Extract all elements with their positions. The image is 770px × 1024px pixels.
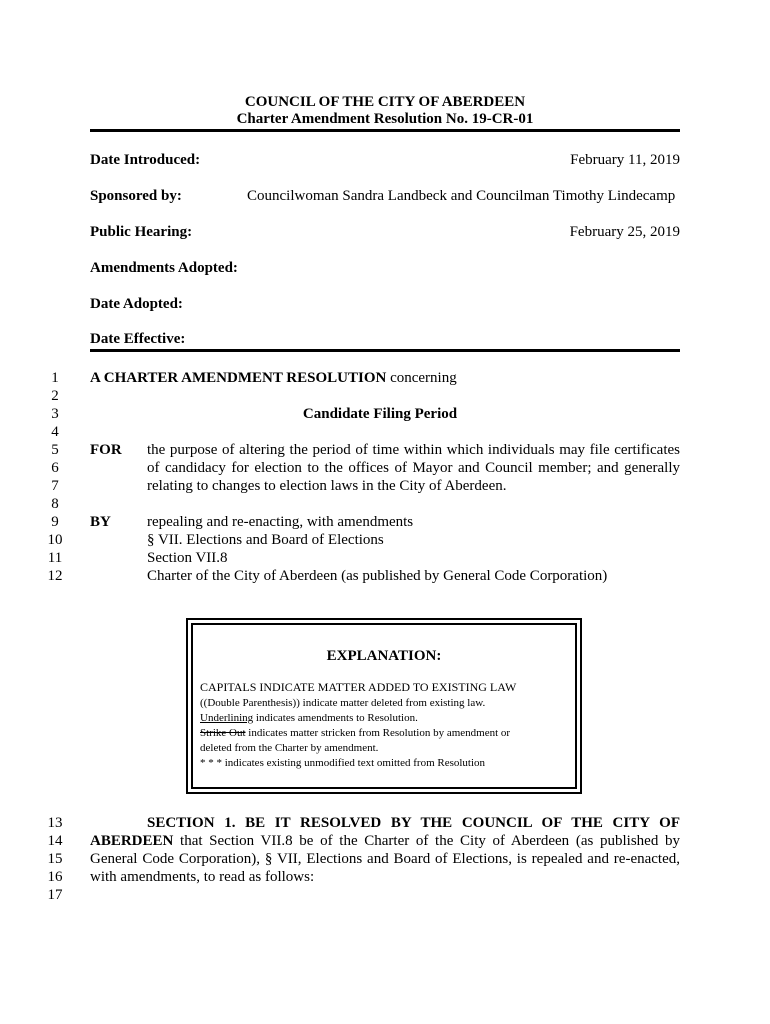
- line-number: 7: [51, 478, 59, 494]
- line-number: 10: [47, 532, 63, 548]
- explanation-text: indicates existing unmodified text omitted from Resolution: [222, 757, 486, 769]
- date-introduced-label: Date Introduced:: [90, 152, 201, 168]
- strike-out-sample: Strike Out: [200, 727, 246, 739]
- line-number: 9: [51, 514, 59, 530]
- explanation-text: indicates matter stricken from Resolution by amendment or: [245, 727, 511, 739]
- line-number: 4: [51, 424, 59, 440]
- line-number: 13: [47, 815, 63, 831]
- public-hearing-row: [90, 224, 680, 241]
- subject-text: Candidate Filing Period: [302, 406, 458, 422]
- line-number: 1: [51, 370, 59, 386]
- public-hearing-label: Public Hearing:: [90, 224, 193, 240]
- line-number: 14: [47, 833, 63, 849]
- line-number: 2: [51, 388, 59, 404]
- explanation-line: [200, 757, 485, 769]
- sponsored-value: Councilwoman Sandra Landbeck and Councilman Timothy Lindecamp: [247, 188, 676, 204]
- section1-line: SECTION 1. BE IT RESOLVED BY THE COUNCIL OF THE CITY OF: [147, 815, 680, 831]
- line-number: 17: [47, 887, 63, 903]
- explanation-text: indicates amendments to Resolution.: [253, 712, 418, 724]
- by-line: repealing and re-enacting, with amendments: [147, 514, 414, 530]
- intro-rest: concerning: [386, 370, 457, 386]
- header-rule: [90, 129, 680, 132]
- for-line: the purpose of altering the period of time within which individuals may file certificates: [147, 442, 680, 458]
- aberdeen-bold: ABERDEEN: [90, 833, 174, 849]
- explanation-title: EXPLANATION:: [326, 648, 442, 664]
- explanation-line: [200, 727, 510, 739]
- line-number: 3: [51, 406, 59, 422]
- line-number: 12: [47, 568, 63, 584]
- line-number: 16: [47, 869, 63, 885]
- intro-line: [90, 370, 457, 387]
- date-introduced-row: [90, 152, 680, 169]
- for-line: relating to changes to election laws in the City of Aberdeen.: [147, 478, 507, 494]
- line-number: 5: [51, 442, 59, 458]
- public-hearing-value: February 25, 2019: [569, 224, 680, 240]
- for-label: FOR: [90, 442, 122, 458]
- resolution-title: Charter Amendment Resolution No. 19-CR-01: [236, 111, 534, 127]
- explanation-line: CAPITALS INDICATE MATTER ADDED TO EXISTING LAW: [200, 680, 517, 694]
- explanation-line: deleted from the Charter by amendment.: [200, 742, 379, 754]
- section1-text: that Section VII.8 be of the Charter of the City of Aberdeen (as published by: [173, 833, 680, 849]
- line-number: 6: [51, 460, 59, 476]
- by-line: Section VII.8: [147, 550, 228, 566]
- meta-rule: [90, 349, 680, 352]
- section1-line: with amendments, to read as follows:: [90, 869, 315, 885]
- by-label: BY: [90, 514, 111, 530]
- sponsored-row: [90, 188, 680, 205]
- for-line: of candidacy for election to the offices of Mayor and Council member; and generally: [147, 460, 680, 476]
- intro-bold: A CHARTER AMENDMENT RESOLUTION: [90, 370, 387, 386]
- section1-line: [90, 833, 680, 850]
- date-effective-label: Date Effective:: [90, 331, 186, 347]
- line-number: 8: [51, 496, 59, 512]
- explanation-line: ((Double Parenthesis)) indicate matter deleted from existing law.: [200, 697, 486, 709]
- by-line: § VII. Elections and Board of Elections: [147, 532, 384, 548]
- date-introduced-value: February 11, 2019: [570, 152, 680, 168]
- underlining-sample: Underlining: [200, 712, 254, 724]
- asterisks: * * *: [200, 757, 222, 769]
- line-number: 15: [47, 851, 63, 867]
- amendments-adopted-label: Amendments Adopted:: [90, 260, 238, 276]
- section1-line: General Code Corporation), § VII, Elections and Board of Elections, is repealed and re-enacted,: [90, 851, 680, 867]
- explanation-line: [200, 712, 418, 724]
- sponsored-label: Sponsored by:: [90, 188, 182, 204]
- line-number: 11: [47, 550, 63, 566]
- subject-heading: [90, 406, 680, 423]
- date-adopted-label: Date Adopted:: [90, 296, 183, 312]
- by-line: Charter of the City of Aberdeen (as published by General Code Corporation): [147, 568, 608, 584]
- council-title: COUNCIL OF THE CITY OF ABERDEEN: [244, 94, 526, 110]
